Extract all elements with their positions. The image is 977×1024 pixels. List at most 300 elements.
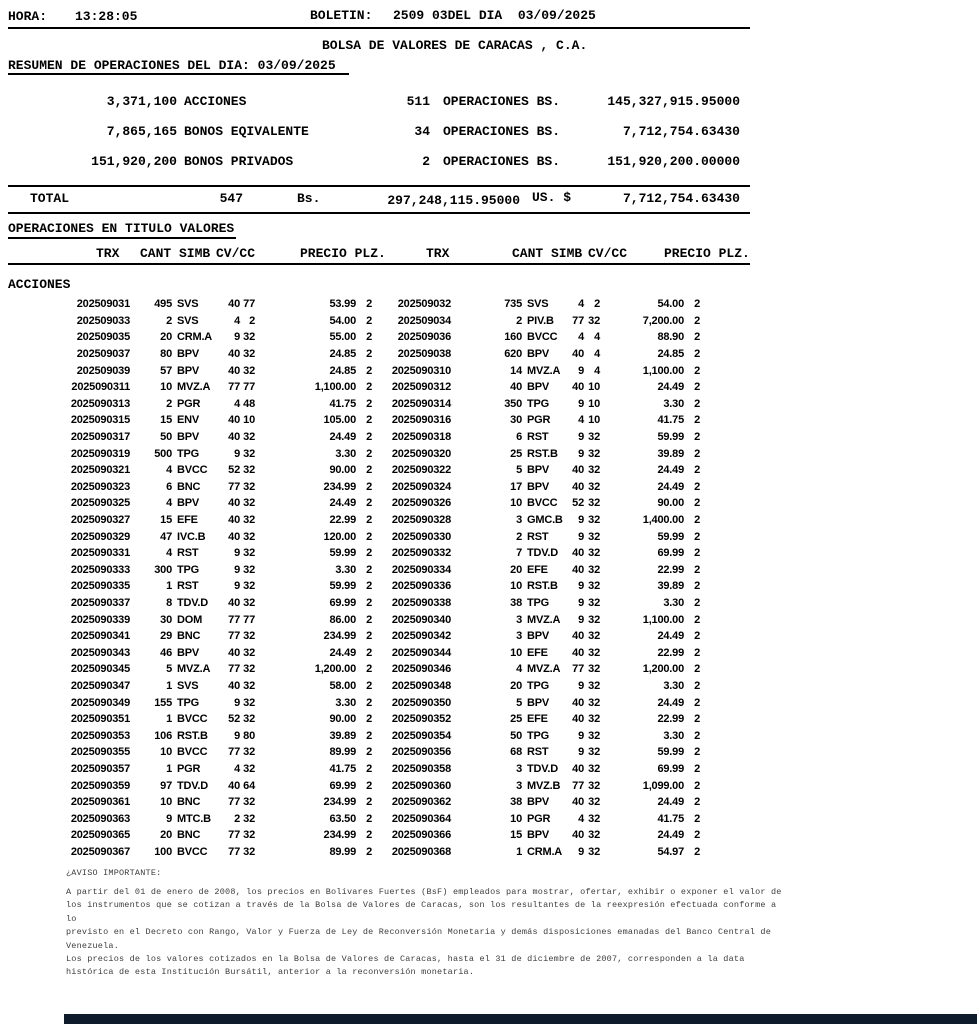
price: 22.99	[657, 646, 684, 659]
symbol: PGR	[177, 762, 201, 775]
cc: 2	[249, 314, 255, 327]
price: 54.00	[657, 298, 684, 311]
plz: 2	[694, 331, 700, 344]
trade-row	[0, 313, 700, 330]
symbol: RST.B	[527, 580, 558, 593]
price: 22.99	[657, 713, 684, 726]
trx: 2025090335	[70, 580, 130, 593]
total-ops: 547	[219, 191, 243, 206]
price: 24.49	[657, 480, 684, 493]
notice-line: Venezuela.	[66, 940, 120, 951]
cc: 32	[243, 646, 255, 659]
trade-row	[0, 827, 700, 844]
cv: 9	[578, 364, 584, 377]
trade-row	[0, 644, 700, 661]
qty: 38	[510, 596, 522, 609]
qty: 68	[510, 746, 522, 759]
cc: 32	[588, 630, 600, 643]
trx: 202509038	[397, 348, 451, 361]
trx: 2025090349	[70, 696, 130, 709]
price: 89.99	[329, 845, 356, 858]
cv: 40	[228, 514, 240, 527]
plz: 2	[694, 812, 700, 825]
cv: 77	[228, 829, 240, 842]
symbol: RST	[527, 431, 549, 444]
price: 63.50	[329, 812, 356, 825]
col-header-precio-right: PRECIO PLZ.	[664, 246, 750, 261]
price: 54.97	[657, 845, 684, 858]
qty: 350	[504, 397, 522, 410]
trx: 2025090331	[70, 547, 130, 560]
symbol: TPG	[527, 397, 550, 410]
cv: 40	[228, 530, 240, 543]
summary-ops: 2	[422, 154, 430, 169]
cc: 32	[243, 364, 255, 377]
price: 120.00	[323, 530, 356, 543]
trx: 202509031	[76, 298, 130, 311]
price: 59.99	[657, 431, 684, 444]
cc: 4	[594, 348, 600, 361]
plz: 2	[366, 729, 372, 742]
symbol: GMC.B	[527, 514, 563, 527]
trx: 2025090364	[391, 812, 451, 825]
qty: 40	[510, 381, 522, 394]
col-header-cant-right: CANT SIMB	[512, 246, 583, 261]
trx: 2025090338	[391, 596, 451, 609]
symbol: BPV	[177, 364, 200, 377]
qty: 8	[166, 596, 172, 609]
plz: 2	[694, 514, 700, 527]
cv: 77	[228, 613, 240, 626]
price: 24.85	[329, 364, 356, 377]
plz: 2	[366, 580, 372, 593]
qty: 735	[504, 298, 522, 311]
price: 24.49	[657, 630, 684, 643]
trx: 2025090327	[70, 514, 130, 527]
plz: 2	[694, 713, 700, 726]
price: 234.99	[323, 796, 356, 809]
qty: 80	[160, 348, 172, 361]
plz: 2	[694, 630, 700, 643]
resumen-underline	[8, 73, 349, 75]
qty: 3	[516, 779, 522, 792]
trx: 2025090316	[391, 414, 451, 427]
price: 1,099.00	[642, 779, 684, 792]
col-header-cant-left: CANT SIMB	[140, 246, 211, 261]
plz: 2	[366, 464, 372, 477]
qty: 10	[510, 497, 522, 510]
cv: 40	[572, 829, 584, 842]
cc: 32	[243, 547, 255, 560]
plz: 2	[366, 530, 372, 543]
qty: 1	[166, 580, 172, 593]
trx: 2025090315	[70, 414, 130, 427]
cv: 77	[572, 314, 584, 327]
cv: 40	[228, 779, 240, 792]
price: 39.89	[329, 729, 356, 742]
symbol: DOM	[177, 613, 203, 626]
symbol: RST	[527, 530, 549, 543]
trx: 2025090317	[70, 431, 130, 444]
symbol: RST.B	[527, 447, 558, 460]
cv: 77	[228, 796, 240, 809]
price: 3.30	[663, 397, 684, 410]
trade-row	[0, 578, 700, 595]
total-bs-amount: 297,248,115.95000	[387, 193, 520, 208]
trx: 2025090318	[391, 431, 451, 444]
qty: 2	[166, 314, 172, 327]
trx: 2025090310	[391, 364, 451, 377]
cv: 52	[228, 464, 240, 477]
plz: 2	[366, 497, 372, 510]
cv: 9	[234, 580, 240, 593]
trx: 2025090352	[391, 713, 451, 726]
plz: 2	[694, 779, 700, 792]
qty: 4	[166, 497, 172, 510]
symbol: TDV.D	[177, 779, 208, 792]
page-title: BOLSA DE VALORES DE CARACAS , C.A.	[322, 38, 588, 53]
symbol: TDV.D	[177, 596, 208, 609]
trx: 2025090367	[70, 845, 130, 858]
trx: 2025090362	[391, 796, 451, 809]
cc: 32	[588, 696, 600, 709]
price: 234.99	[323, 630, 356, 643]
qty: 3	[516, 613, 522, 626]
cv: 9	[234, 563, 240, 576]
cc: 10	[588, 414, 600, 427]
plz: 2	[366, 779, 372, 792]
plz: 2	[694, 580, 700, 593]
cv: 9	[234, 447, 240, 460]
cv: 77	[228, 480, 240, 493]
cc: 32	[588, 563, 600, 576]
symbol: MVZ.B	[527, 779, 561, 792]
symbol: BPV	[177, 431, 200, 444]
plz: 2	[366, 829, 372, 842]
trx: 2025090334	[391, 563, 451, 576]
symbol: MVZ.A	[177, 381, 211, 394]
bottom-bar	[64, 1014, 977, 1024]
trx: 2025090342	[391, 630, 451, 643]
trade-row	[0, 429, 700, 446]
cc: 32	[243, 563, 255, 576]
trade-row	[0, 412, 700, 429]
qty: 10	[160, 796, 172, 809]
trx: 2025090328	[391, 514, 451, 527]
cc: 4	[594, 331, 600, 344]
qty: 300	[154, 563, 172, 576]
price: 69.99	[657, 762, 684, 775]
symbol: BPV	[177, 348, 200, 361]
trx: 2025090330	[391, 530, 451, 543]
cc: 32	[243, 713, 255, 726]
trx: 2025090359	[70, 779, 130, 792]
cv: 40	[572, 381, 584, 394]
qty: 3	[516, 630, 522, 643]
trx: 2025090312	[391, 381, 451, 394]
cv: 40	[572, 796, 584, 809]
symbol: TPG	[527, 679, 550, 692]
summary-qty: 3,371,100	[106, 94, 177, 109]
symbol: RST	[527, 746, 549, 759]
trades-rows	[0, 296, 700, 860]
qty: 20	[160, 829, 172, 842]
plz: 2	[694, 480, 700, 493]
plz: 2	[694, 796, 700, 809]
cc: 32	[588, 514, 600, 527]
qty: 38	[510, 796, 522, 809]
symbol: PGR	[527, 812, 551, 825]
plz: 2	[366, 663, 372, 676]
cc: 32	[243, 679, 255, 692]
plz: 2	[366, 630, 372, 643]
price: 69.99	[657, 547, 684, 560]
summary-qty: 7,865,165	[106, 124, 177, 139]
trade-row	[0, 528, 700, 545]
cc: 32	[588, 464, 600, 477]
plz: 2	[694, 845, 700, 858]
trx: 2025090329	[70, 530, 130, 543]
cv: 9	[578, 431, 584, 444]
cc: 77	[243, 613, 255, 626]
cc: 32	[243, 447, 255, 460]
trx: 2025090313	[70, 397, 130, 410]
trx: 202509036	[397, 331, 451, 344]
price: 90.00	[329, 713, 356, 726]
symbol: BPV	[177, 646, 200, 659]
qty: 10	[160, 381, 172, 394]
cv: 9	[578, 613, 584, 626]
trx: 2025090332	[391, 547, 451, 560]
trade-row	[0, 512, 700, 529]
trx: 2025090344	[391, 646, 451, 659]
cv: 9	[234, 331, 240, 344]
plz: 2	[694, 746, 700, 759]
cc: 32	[243, 845, 255, 858]
total-top-rule	[8, 185, 750, 187]
cv: 4	[578, 414, 584, 427]
cv: 4	[234, 397, 240, 410]
cv: 40	[228, 364, 240, 377]
trx: 2025090326	[391, 497, 451, 510]
symbol: MTC.B	[177, 812, 211, 825]
price: 3.30	[663, 729, 684, 742]
plz: 2	[694, 447, 700, 460]
cv: 40	[228, 414, 240, 427]
symbol: RST.B	[177, 729, 208, 742]
cc: 32	[243, 663, 255, 676]
total-bs-label: Bs.	[297, 191, 321, 206]
qty: 6	[516, 431, 522, 444]
trx: 2025090350	[391, 696, 451, 709]
price: 39.89	[657, 447, 684, 460]
qty: 20	[510, 563, 522, 576]
plz: 2	[694, 696, 700, 709]
qty: 15	[510, 829, 522, 842]
plz: 2	[694, 314, 700, 327]
cc: 32	[588, 796, 600, 809]
price: 88.90	[657, 331, 684, 344]
cv: 40	[228, 298, 240, 311]
symbol: BNC	[177, 829, 201, 842]
symbol: TDV.D	[527, 547, 558, 560]
trade-row	[0, 761, 700, 778]
qty: 57	[160, 364, 172, 377]
notice-title: ¿AVISO IMPORTANTE:	[66, 868, 162, 878]
cv: 9	[578, 514, 584, 527]
qty: 3	[516, 762, 522, 775]
qty: 15	[160, 414, 172, 427]
summary-qty: 151,920,200	[91, 154, 177, 169]
hora-label: HORA:	[8, 9, 48, 24]
qty: 2	[516, 530, 522, 543]
cc: 32	[588, 431, 600, 444]
qty: 495	[154, 298, 172, 311]
plz: 2	[694, 530, 700, 543]
qty: 4	[516, 663, 522, 676]
price: 234.99	[323, 480, 356, 493]
trade-row	[0, 545, 700, 562]
price: 55.00	[329, 331, 356, 344]
hora-value: 13:28:05	[75, 9, 138, 24]
symbol: TPG	[527, 729, 550, 742]
cc: 32	[588, 530, 600, 543]
trx: 2025090346	[391, 663, 451, 676]
plz: 2	[366, 696, 372, 709]
cc: 32	[588, 646, 600, 659]
price: 3.30	[335, 563, 356, 576]
notice-line: A partir del 01 de enero de 2008, los precios en Bolívares Fuertes (BsF) empleados para mostrar, ofertar, exhibir o exponer el valor de	[66, 887, 782, 897]
plz: 2	[694, 298, 700, 311]
trx: 2025090365	[70, 829, 130, 842]
qty: 15	[160, 514, 172, 527]
plz: 2	[694, 464, 700, 477]
trx: 2025090341	[70, 630, 130, 643]
cv: 40	[572, 630, 584, 643]
resumen-heading: RESUMEN DE OPERACIONES DEL DIA: 03/09/2025	[8, 58, 336, 73]
plz: 2	[366, 713, 372, 726]
qty: 50	[510, 729, 522, 742]
cc: 32	[243, 746, 255, 759]
plz: 2	[366, 348, 372, 361]
cv: 40	[572, 348, 584, 361]
cc: 32	[243, 596, 255, 609]
cv: 40	[572, 762, 584, 775]
qty: 14	[510, 364, 522, 377]
trade-row	[0, 661, 700, 678]
price: 58.00	[329, 679, 356, 692]
cv: 52	[572, 497, 584, 510]
cv: 40	[572, 464, 584, 477]
cc: 32	[243, 580, 255, 593]
colheader-rule	[8, 263, 750, 265]
plz: 2	[694, 563, 700, 576]
symbol: EFE	[527, 563, 548, 576]
price: 105.00	[323, 414, 356, 427]
symbol: BVCC	[527, 331, 558, 344]
trx: 2025090357	[70, 762, 130, 775]
price: 22.99	[657, 563, 684, 576]
plz: 2	[694, 729, 700, 742]
trx: 2025090348	[391, 679, 451, 692]
cv: 40	[572, 563, 584, 576]
cc: 32	[588, 713, 600, 726]
col-header-trx-left: TRX	[96, 246, 120, 261]
trx: 202509035	[76, 331, 130, 344]
qty: 47	[160, 530, 172, 543]
summary-amount: 145,327,915.95000	[607, 94, 740, 109]
cc: 32	[243, 497, 255, 510]
cv: 40	[228, 497, 240, 510]
cv: 9	[578, 729, 584, 742]
trade-row	[0, 396, 700, 413]
qty: 10	[510, 646, 522, 659]
plz: 2	[366, 431, 372, 444]
col-header-cvcc-left: CV/CC	[216, 246, 256, 261]
trade-row	[0, 595, 700, 612]
cc: 48	[243, 397, 255, 410]
qty: 30	[160, 613, 172, 626]
summary-ops-label: OPERACIONES BS.	[443, 94, 561, 109]
trx: 2025090339	[70, 613, 130, 626]
trx: 2025090325	[70, 497, 130, 510]
trx: 2025090320	[391, 447, 451, 460]
cv: 9	[578, 447, 584, 460]
summary-amount: 151,920,200.00000	[607, 154, 740, 169]
cv: 4	[234, 762, 240, 775]
cv: 9	[578, 580, 584, 593]
symbol: BPV	[177, 497, 200, 510]
summary-label: BONOS EQIVALENTE	[184, 124, 309, 139]
qty: 50	[160, 431, 172, 444]
cc: 32	[588, 613, 600, 626]
section-title: OPERACIONES EN TITULO VALORES	[8, 221, 235, 236]
symbol: BPV	[527, 348, 550, 361]
symbol: MVZ.A	[527, 613, 561, 626]
qty: 2	[166, 397, 172, 410]
price: 24.49	[329, 497, 356, 510]
plz: 2	[694, 679, 700, 692]
symbol: SVS	[177, 314, 199, 327]
trade-row	[0, 329, 700, 346]
plz: 2	[694, 397, 700, 410]
cv: 9	[234, 696, 240, 709]
symbol: TPG	[177, 447, 200, 460]
plz: 2	[366, 514, 372, 527]
qty: 6	[166, 480, 172, 493]
plz: 2	[366, 381, 372, 394]
cc: 4	[594, 364, 600, 377]
price: 24.49	[329, 646, 356, 659]
trade-row	[0, 562, 700, 579]
plz: 2	[694, 364, 700, 377]
cc: 32	[243, 796, 255, 809]
plz: 2	[694, 646, 700, 659]
cv: 2	[234, 812, 240, 825]
price: 59.99	[329, 547, 356, 560]
cv: 9	[578, 845, 584, 858]
total-label: TOTAL	[30, 191, 70, 206]
plz: 2	[694, 431, 700, 444]
price: 24.49	[657, 696, 684, 709]
plz: 2	[366, 646, 372, 659]
cv: 40	[228, 646, 240, 659]
price: 24.49	[657, 464, 684, 477]
symbol: BVCC	[527, 497, 558, 510]
price: 59.99	[657, 746, 684, 759]
cv: 40	[572, 480, 584, 493]
boletin-label: BOLETIN:	[310, 8, 373, 23]
